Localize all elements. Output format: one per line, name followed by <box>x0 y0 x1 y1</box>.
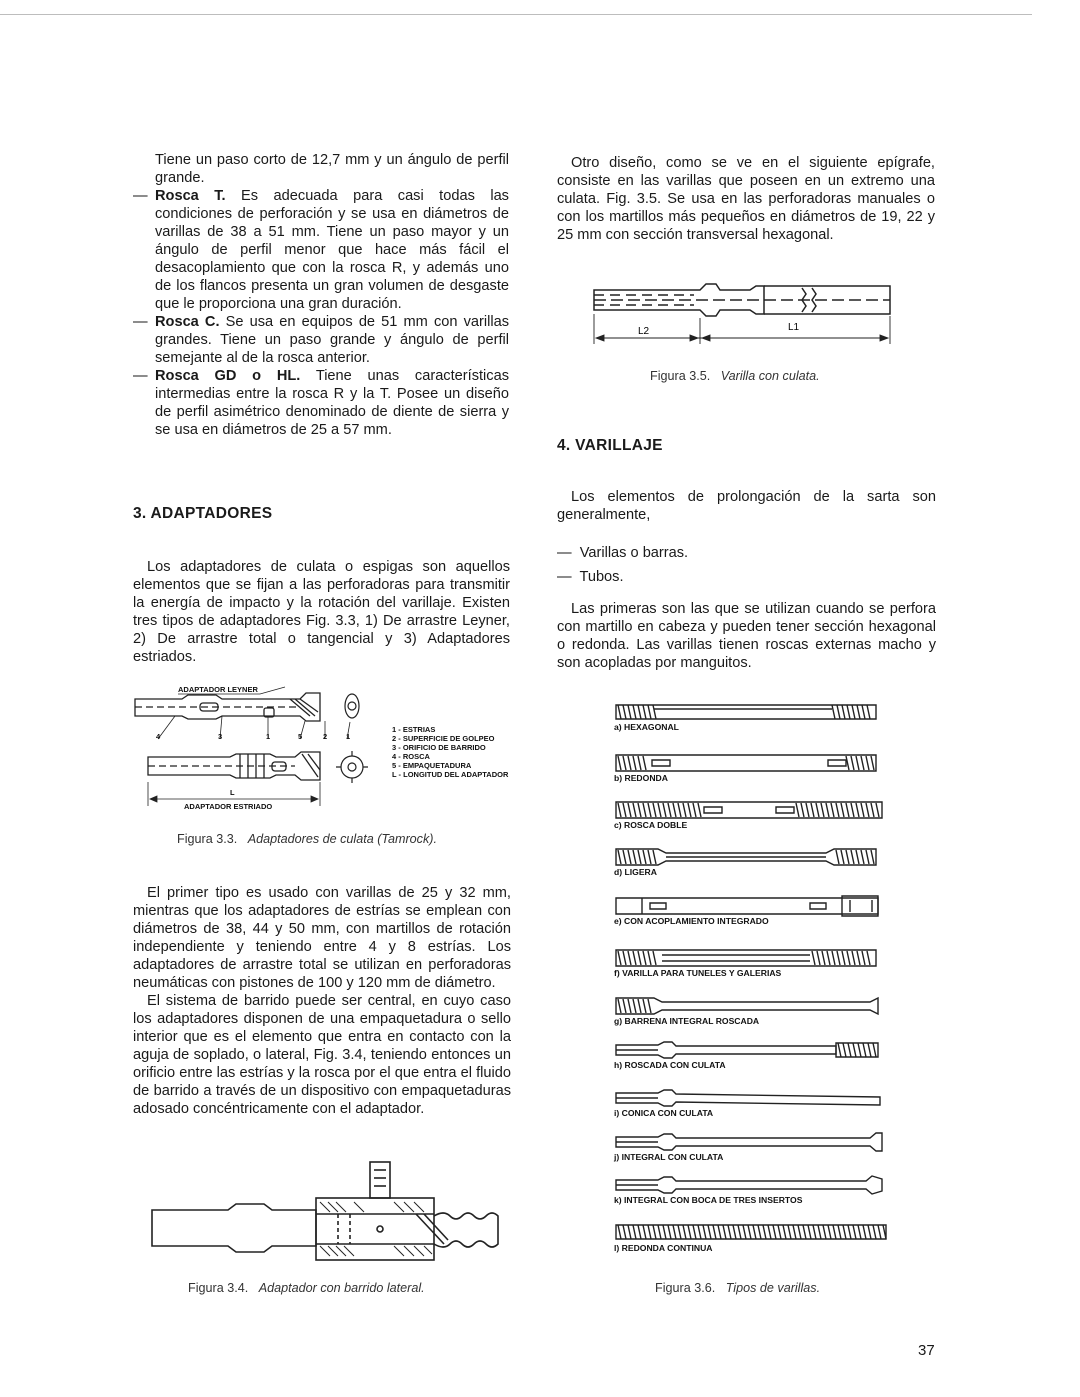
rod-label: a) HEXAGONAL <box>614 722 679 732</box>
figure-3-5 <box>590 280 900 350</box>
fig33-callout: 3 <box>218 732 223 741</box>
rod-outline <box>828 760 846 766</box>
fig33-legend-item: 2 - SUPERFICIE DE GOLPEO <box>392 734 495 743</box>
item-label: Rosca GD o HL. <box>155 368 301 384</box>
fig33-dimension: L <box>230 788 235 797</box>
rod-outline <box>616 755 876 771</box>
dash-marker: — <box>133 368 148 384</box>
item-label: Rosca C. <box>155 314 220 330</box>
list-item <box>133 187 509 313</box>
rod-outline <box>652 760 670 766</box>
section-4-heading: 4. VARILLAJE <box>557 437 663 454</box>
rod-label: h) ROSCADA CON CULATA <box>614 1060 726 1070</box>
rod-outline <box>618 756 646 770</box>
item-label: Rosca T. <box>155 188 226 204</box>
figure-3-4-caption: Figura 3.4. Adaptador con barrido lateral. <box>188 1281 425 1295</box>
fig33-legend-item: 3 - ORIFICIO DE BARRIDO <box>392 743 486 752</box>
rod-outline <box>836 1043 878 1057</box>
dash-marker: — <box>133 314 148 330</box>
rod-label: j) INTEGRAL CON CULATA <box>614 1152 724 1162</box>
paragraph: El primer tipo es usado con varillas de 25 y 32 mm, mientras que los adaptadores de estrías se emplean con diámetros de 38, 44 y 50 mm, con martillos de rotación independiente y teniendo entre 4 y 8 estrías. Los adaptadores de arrastre total se utilizan en perforadoras neumáticas con pistones de 100 y 120 mm de diámetro. <box>133 885 511 991</box>
continuation-paragraph: Tiene un paso corto de 12,7 mm y un ángulo de perfil grande. <box>155 152 509 186</box>
figure-3-3-caption: Figura 3.3. Adaptadores de culata (Tamrock). <box>177 832 437 846</box>
rod-label: c) ROSCA DOBLE <box>614 820 688 830</box>
item-text: Tiene unas características intermedias entre la rosca R y la T. Posee un diseño de perfil asimétrico denominado de diente de sierra y se usa en diámetros de 25 a 57 mm. <box>155 368 509 438</box>
rod-outline <box>812 951 870 965</box>
rod-outline <box>810 903 826 909</box>
figure-3-5-caption: Figura 3.5. Varilla con culata. <box>650 369 820 383</box>
figure-3-6 <box>610 700 900 1260</box>
paragraph: El sistema de barrido puede ser central, en cuyo caso los adaptadores disponen de una empaquetadura o sello interior que es el elemento que entra en contacto con la aguja de soplado, o lateral, Fig. 3.4, teniendo entonces un orificio entre las estrías y la rosca por el que entra el fluido de barrido a través de un dispositivo con empaquetaduras adosado concéntricamente con el adaptador. <box>133 993 511 1117</box>
rod-label: d) LIGERA <box>614 867 657 877</box>
figure-3-3 <box>120 682 520 812</box>
section-3-heading: 3. ADAPTADORES <box>133 505 273 522</box>
list-item <box>133 313 509 367</box>
fig33-callout: 1 <box>266 732 271 741</box>
dash-marker: — <box>133 188 148 204</box>
fig33-legend-item: L - LONGITUD DEL ADAPTADOR <box>392 770 509 779</box>
rod-outline <box>650 903 666 909</box>
rod-outline <box>662 955 810 961</box>
list-item <box>133 367 509 439</box>
rod-label: b) REDONDA <box>614 773 668 783</box>
rod-outline <box>618 705 656 719</box>
fig33-callout: 4 <box>156 732 161 741</box>
left-bottom-text <box>133 884 511 1118</box>
item-text: Se usa en equipos de 51 mm con varillas grandes. Tiene un paso grande y ángulo de perfil semejante al de la rosca anterior. <box>155 314 509 366</box>
rod-outline <box>618 999 651 1013</box>
rod-label: e) CON ACOPLAMIENTO INTEGRADO <box>614 916 769 926</box>
top-rule <box>0 14 1032 15</box>
fig33-callout: 1 <box>346 732 351 741</box>
rod-outline <box>836 850 874 864</box>
rod-outline <box>704 807 722 813</box>
rod-label: f) VARILLA PARA TUNELES Y GALERIAS <box>614 968 782 978</box>
rod-outline <box>850 900 872 912</box>
item-text: Es adecuada para casi todas las condiciones de perforación y se usa en diámetros de varillas de 38 a 51 mm. Tiene un paso mayor y un ángulo de perfil menor que hace más fácil el desacoplamiento que con la rosca R, y además uno de los flancos presenta un gran volumen de desgaste que le proporciona una gran duración. <box>155 188 509 312</box>
rod-label: i) CONICA CON CULATA <box>614 1108 714 1118</box>
rod-outline <box>618 951 656 965</box>
rod-outline <box>838 1043 876 1057</box>
rod-outline <box>846 756 874 770</box>
fig33-top-label: ADAPTADOR LEYNER <box>178 685 258 694</box>
rod-label: g) BARRENA INTEGRAL ROSCADA <box>614 1016 760 1026</box>
rod-outline <box>618 803 701 817</box>
section-3-paragraph: Los adaptadores de culata o espigas son aquellos elementos que se fijan a las perforadoras para transmitir la energía de impacto y la rotación del varillaje. Existen tres tipos de adaptadores Fig. 3.3, 1) De arrastre Leyner, 2) De arrastre total o tangencial y 3) Adaptadores estriados. <box>133 559 510 665</box>
right-top-text: Otro diseño, como se ve en el siguiente epígrafe, consiste en las varillas que poseen en un extremo una culata. Fig. 3.5. Se usa en las perforadoras manuales o con los martillos más pequeños en diámetros de 19, 22 y 25 mm con sección transversal hexagonal. <box>557 155 935 243</box>
left-top-text <box>133 151 509 439</box>
section-4-bullets <box>557 541 936 589</box>
fig35-l1: L1 <box>788 322 800 333</box>
fig33-callout: 5 <box>298 732 303 741</box>
section-4-intro: Los elementos de prolongación de la sarta son generalmente, <box>557 489 936 523</box>
rod-label: l) REDONDA CONTINUA <box>614 1243 713 1253</box>
rod-outline <box>776 807 794 813</box>
rod-outline <box>616 898 878 914</box>
figure-3-4 <box>148 1158 518 1270</box>
fig33-legend-item: 5 - EMPAQUETADURA <box>392 761 472 770</box>
rod-outline <box>832 705 870 719</box>
rod-label: k) INTEGRAL CON BOCA DE TRES INSERTOS <box>614 1195 803 1205</box>
fig33-bottom-label: ADAPTADOR ESTRIADO <box>184 802 273 811</box>
rod-outline <box>796 803 879 817</box>
rod-outline <box>618 1225 886 1239</box>
rod-outline <box>616 998 878 1014</box>
rod-outline <box>618 850 656 864</box>
fig33-callout: 2 <box>323 732 328 741</box>
page-number: 37 <box>918 1342 935 1359</box>
list-item: — Tubos. <box>557 569 624 585</box>
section-4-paragraph: Las primeras son las que se utilizan cuando se perfora con martillo en cabeza y pueden tener sección hexagonal o redonda. Las varillas tienen roscas externas macho y son acopladas por manguitos. <box>557 601 936 671</box>
list-item: — Varillas o barras. <box>557 545 689 561</box>
fig33-legend-item: 4 - ROSCA <box>392 752 430 761</box>
figure-3-6-caption: Figura 3.6. Tipos de varillas. <box>655 1281 821 1295</box>
fig33-legend-item: 1 - ESTRIAS <box>392 725 436 734</box>
fig35-l2: L2 <box>638 326 650 337</box>
